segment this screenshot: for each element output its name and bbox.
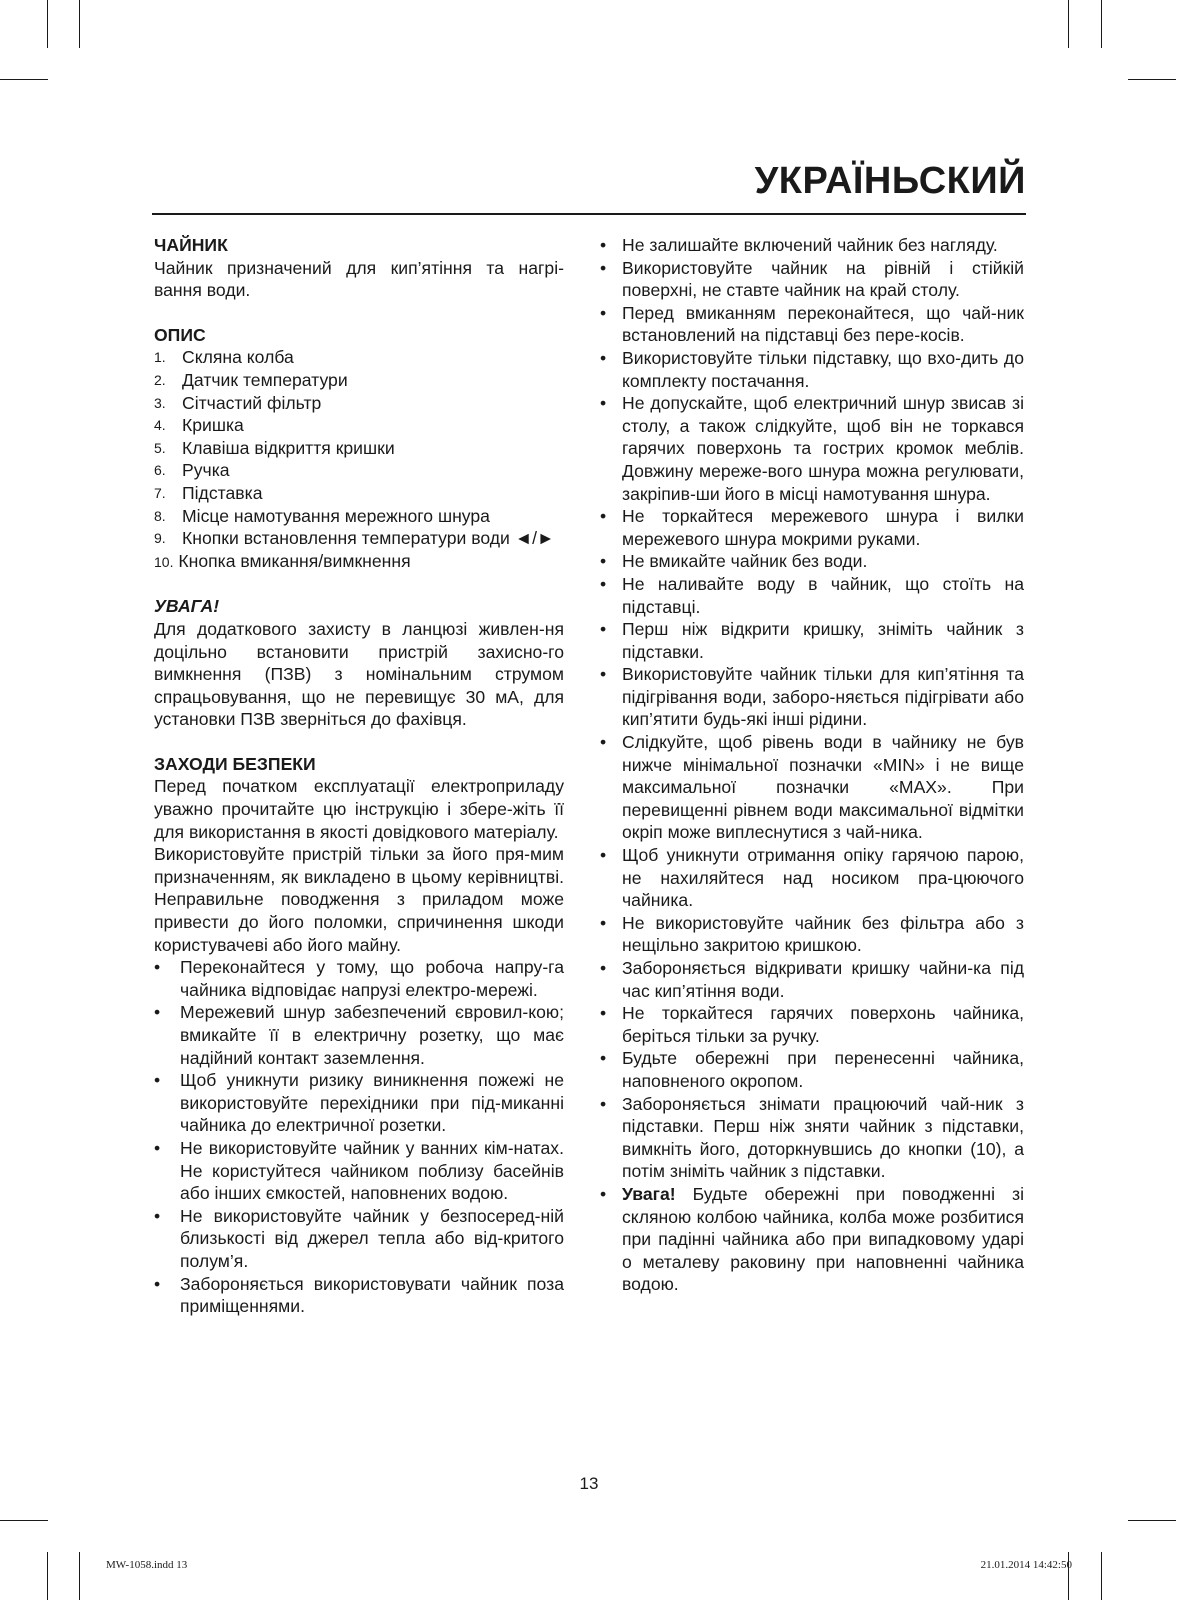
list-item: • Слідкуйте, щоб рівень води в чайнику не був нижче мінімальної позначки «MIN» і не вище максимальної позначки «MAX». При перевищенні рівнем води максимальної відмітки окріп може виплеснутися з чай-ника. [600, 731, 1024, 844]
crop-mark [1101, 0, 1102, 48]
list-item: • Перш ніж відкрити кришку, зніміть чайник з підставки. [600, 618, 1024, 663]
crop-mark [1128, 1520, 1176, 1521]
list-item: 8. Місце намотування мережного шнура [154, 505, 490, 526]
list-item: 3. Сітчастий фільтр [154, 392, 322, 413]
safety-paragraph: Перед початком експлуатації електроприладу уважно прочитайте цю інструкцію і збере-жіть її для використання в якості довідкового матеріалу. [154, 776, 564, 842]
list-item: • Мережевий шнур забезпечений євровил-кою; вмикайте її в електричну розетку, що має надійний контакт заземлення. [154, 1001, 564, 1069]
list-item: • Щоб уникнути ризику виникнення пожежі не використовуйте перехідники при під-миканні чайника до електричної розетки. [154, 1069, 564, 1137]
list-item: 9. Кнопки встановлення температури води ◄/► [154, 528, 555, 549]
list-item: • Не допускайте, щоб електричний шнур звисав зі столу, а також слідкуйте, щоб він не торкався гарячих поверхонь та гострих кромок меблів. Довжину мереже-вого шнура можна регулювати, закріпив-ши його в місці намотування шнура. [600, 392, 1024, 505]
crop-mark [47, 0, 48, 48]
list-item: • Використовуйте чайник на рівній і стійкій поверхні, не ставте чайник на край столу. [600, 257, 1024, 302]
list-item: • Не використовуйте чайник у ванних кім-натах. Не користуйтеся чайником поблизу басейнів або інших ємкостей, наповнених водою. [154, 1137, 564, 1205]
list-item: • Забороняється відкривати кришку чайни-ка під час кип’ятіння води. [600, 957, 1024, 1002]
file-slug: MW-1058.indd 13 [106, 1559, 188, 1571]
list-item: 1. Скляна колба [154, 347, 294, 368]
warning-heading: УВАГА! [154, 596, 220, 617]
kettle-text: Чайник призначений для кип’ятіння та нагрі-вання води. [154, 257, 564, 301]
list-item: • Не вмикайте чайник без води. [600, 550, 1024, 573]
warning-body: Будьте обережні при поводженні зі скляною колбою чайника, колба може розбитися при падінні чайника або при випадковому ударі о металеву раковину при наповненні чайника водою. [622, 1183, 1024, 1295]
right-column [600, 234, 1024, 1296]
language-title: УКРАЇНЬСКИЙ [754, 160, 1026, 202]
crop-mark [1128, 79, 1176, 80]
list-item: • Перед вмиканням переконайтеся, що чай-ник встановлений на підставці без пере-косів. [600, 302, 1024, 347]
crop-mark [1101, 1552, 1102, 1600]
safety-list-continued [600, 234, 1024, 1296]
safety-list [154, 956, 564, 1318]
crop-mark [0, 79, 48, 80]
warning-label: Увага! [622, 1183, 676, 1204]
page-number: 13 [579, 1474, 599, 1493]
list-item: • Не торкайтеся мережевого шнура і вилки мережевого шнура мокрими руками. [600, 505, 1024, 550]
list-item: • Забороняється використовувати чайник поза приміщеннями. [154, 1273, 564, 1318]
list-item: • Переконайтеся у тому, що робоча напру-га чайника відповідає напрузі електро-мережі. [154, 956, 564, 1001]
crop-mark [47, 1552, 48, 1600]
list-item: 5. Клавіша відкриття кришки [154, 437, 395, 458]
list-item-warning [600, 1183, 1024, 1296]
crop-mark [79, 0, 80, 48]
warning-text: Для додаткового захисту в ланцюзі живлен-ня доцільно встановити пристрій захисно-го вимкнення (ПЗВ) з номінальним струмом спрацьовування, що не перевищує 30 мА, для установки ПЗВ зверніться до фахівця. [154, 618, 564, 730]
list-item: 2. Датчик температури [154, 369, 348, 390]
list-item: • Не наливайте воду в чайник, що стоїть на підставці. [600, 573, 1024, 618]
list-item: 7. Підставка [154, 482, 263, 503]
list-item: 4. Кришка [154, 415, 244, 436]
list-item: • Не торкайтеся гарячих поверхонь чайника, беріться тільки за ручку. [600, 1002, 1024, 1047]
list-item: • Щоб уникнути отримання опіку гарячою парою, не нахиляйтеся над носиком пра-цюючого чайника. [600, 844, 1024, 912]
date-slug: 21.01.2014 14:42:50 [980, 1559, 1072, 1571]
list-item: 6. Ручка [154, 460, 230, 481]
list-item: • Будьте обережні при перенесенні чайника, наповненого окропом. [600, 1047, 1024, 1092]
list-item: • Не використовуйте чайник у безпосеред-ній близькості від джерел тепла або від-критого полум’я. [154, 1205, 564, 1273]
list-item: • Використовуйте чайник тільки для кип’ятіння та підігрівання води, заборо-няється підігрівати або кип’ятити будь-які інші рідини. [600, 663, 1024, 731]
list-item: 10. Кнопка вмикання/вимкнення [154, 550, 411, 571]
crop-mark [79, 1552, 80, 1600]
crop-mark [1068, 0, 1069, 48]
list-item: • Не залишайте включений чайник без нагляду. [600, 234, 1024, 257]
list-item: • Забороняється знімати працюючий чай-ник з підставки. Перш ніж зняти чайник з підставки, вимкніть його, доторкнувшись до кнопки (10), а потім зніміть чайник з підставки. [600, 1093, 1024, 1183]
title-rule [152, 213, 1026, 215]
list-item: • Не використовуйте чайник без фільтра або з нещільно закритою кришкою. [600, 912, 1024, 957]
description-heading: ОПИС [154, 324, 206, 345]
safety-heading: ЗАХОДИ БЕЗПЕКИ [154, 753, 316, 774]
crop-mark [0, 1520, 48, 1521]
kettle-heading: ЧАЙНИК [154, 235, 228, 255]
list-item: • Використовуйте тільки підставку, що вхо-дить до комплекту постачання. [600, 347, 1024, 392]
left-column [154, 234, 564, 1318]
safety-paragraph: Використовуйте пристрій тільки за його пря-мим призначенням, як викладено в цьому керівництві. Неправильне поводження з приладом може привести до його поломки, спричинення шкоди користувачеві або його майну. [154, 844, 564, 955]
parts-list [154, 346, 564, 573]
